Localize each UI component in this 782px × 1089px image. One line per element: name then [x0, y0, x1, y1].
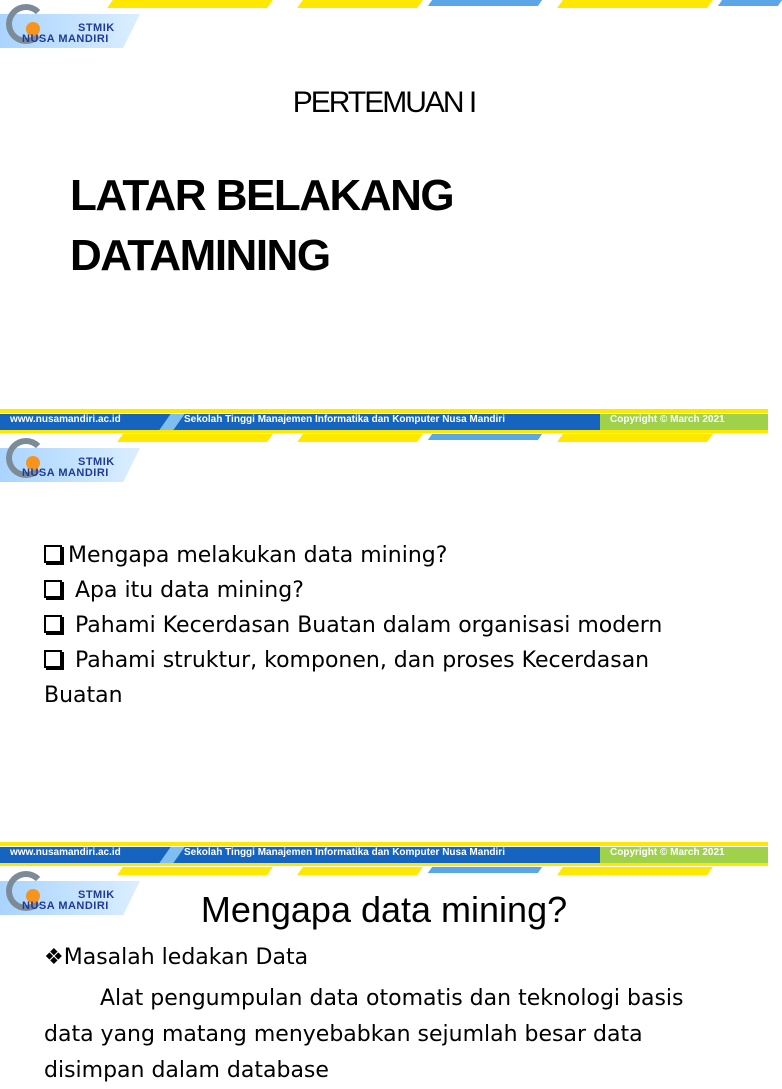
logo-text-stmik: STMIK [78, 22, 115, 34]
list-item: Pahami Kecerdasan Buatan dalam organisasi modern [44, 608, 724, 643]
diamond-bullet-icon: ❖ [44, 945, 64, 970]
logo-text-stmik: STMIK [78, 889, 115, 901]
footer-copyright: Copyright © March 2021 [610, 414, 725, 425]
checkbox-bullet-icon [44, 545, 62, 563]
logo-text-nusa-mandiri: NUSA MANDIRI [22, 900, 109, 912]
list-item: Pahami struktur, komponen, dan proses Kecerdasan Buatan [44, 648, 650, 708]
body-paragraph: Alat pengumpulan data otomatis dan teknologi basis data yang matang menyebabkan sejumlah besar data disimpan dalam database [44, 986, 684, 1083]
diamond-bullet-item: ❖Masalah ledakan Data [44, 945, 309, 970]
slide-title [70, 166, 453, 286]
slide-title: Mengapa data mining? [200, 889, 568, 930]
logo-text-nusa-mandiri: NUSA MANDIRI [22, 467, 109, 479]
slide-3 [0, 867, 768, 1083]
session-subtitle: PERTEMUAN I [292, 86, 476, 119]
title-line-1: LATAR BELAKANG [70, 171, 454, 220]
footer-band [0, 842, 768, 866]
logo [0, 434, 150, 486]
footer-school: Sekolah Tinggi Manajemen Informatika dan Komputer Nusa Mandiri [184, 414, 505, 425]
footer-url: www.nusamandiri.ac.id [10, 414, 121, 425]
footer-url: www.nusamandiri.ac.id [10, 847, 121, 858]
title-line-2: DATAMINING [70, 231, 330, 280]
logo [0, 0, 150, 52]
checkbox-bullet-icon [44, 650, 62, 668]
checkbox-bullet-icon [44, 580, 62, 598]
checkbox-bullet-icon [44, 615, 62, 633]
logo-text-stmik: STMIK [78, 456, 115, 468]
list-item: Apa itu data mining? [44, 573, 724, 608]
logo-text-nusa-mandiri: NUSA MANDIRI [22, 33, 109, 45]
slide-1 [0, 0, 768, 433]
footer-school: Sekolah Tinggi Manajemen Informatika dan Komputer Nusa Mandiri [184, 847, 505, 858]
footer-copyright: Copyright © March 2021 [610, 847, 725, 858]
topic-list [44, 538, 724, 713]
list-item: Mengapa melakukan data mining? [44, 538, 724, 573]
footer-band [0, 409, 768, 433]
slide-2 [0, 434, 768, 866]
